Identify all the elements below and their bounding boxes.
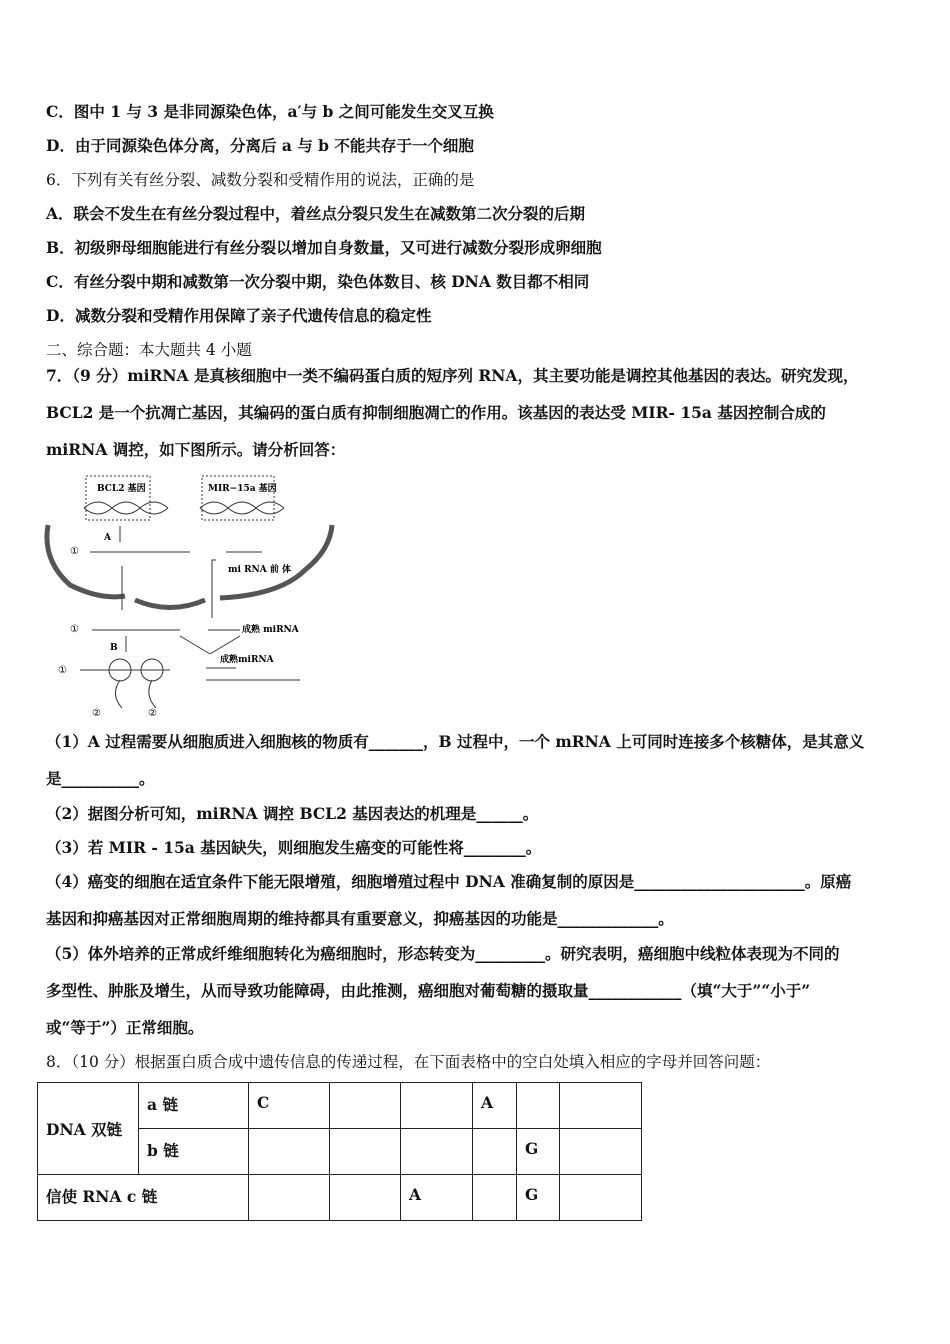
part-4-line2: 基因和抑癌基因对正常细胞周期的维持都具有重要意义，抑癌基因的功能是_____________。 [46, 909, 674, 928]
part-2: （2）据图分析可知，miRNA 调控 BCL2 基因表达的机理是______。 [46, 804, 539, 823]
cell-b-1 [249, 1129, 330, 1175]
bcl2-dna-helix [84, 502, 168, 514]
mirna-precursor-label: mi RNA 前 体 [228, 565, 292, 575]
cell-b-3 [401, 1129, 473, 1175]
section-title: 二、综合题：本大题共 4 小题 [46, 341, 252, 359]
mature-mirna-label-1: 成熟 miRNA [242, 625, 299, 635]
mature-mirna-label-2: 成熟miRNA [220, 655, 274, 665]
svg-text:①: ① [58, 665, 67, 676]
process-b-label: B [110, 643, 118, 653]
part-1-line2: 是__________。 [46, 769, 155, 788]
dna-double-strand-label: DNA 双链 [38, 1083, 139, 1175]
cell-b-5: G [517, 1129, 560, 1175]
nuclear-envelope [47, 525, 125, 597]
cell-a-6 [560, 1083, 642, 1129]
part-1-line1: （1）A 过程需要从细胞质进入细胞核的物质有_______，B 过程中，一个 mRNA 上可同时连接多个核糖体，是其意义 [46, 732, 865, 751]
svg-text:②: ② [148, 708, 157, 719]
cell-c-3: A [401, 1175, 473, 1221]
cell-c-1 [249, 1175, 330, 1221]
cell-a-2 [330, 1083, 401, 1129]
question-7-line2: BCL2 是一个抗凋亡基因，其编码的蛋白质有抑制细胞凋亡的作用。该基因的表达受 MIR- 15a 基因控制合成的 [46, 403, 826, 422]
option-6d: D．减数分裂和受精作用保障了亲子代遗传信息的稳定性 [46, 306, 432, 325]
genetic-code-table [37, 1082, 642, 1221]
cell-c-5: G [517, 1175, 560, 1221]
cell-c-6 [560, 1175, 642, 1221]
circle-2-label: ② [92, 708, 101, 719]
chain-b-label: b 链 [139, 1129, 249, 1175]
cell-a-3 [401, 1083, 473, 1129]
part-4-line1: （4）癌变的细胞在适宜条件下能无限增殖，细胞增殖过程中 DNA 准确复制的原因是______________________。原癌 [46, 872, 852, 891]
cell-b-4 [473, 1129, 517, 1175]
question-7-line1: 7．（9 分）miRNA 是真核细胞中一类不编码蛋白质的短序列 RNA，其主要功能是调控其他基因的表达。研究发现， [46, 366, 859, 385]
option-6c: C．有丝分裂中期和减数第一次分裂中期，染色体数目、核 DNA 数目都不相同 [46, 272, 590, 291]
cell-b-6 [560, 1129, 642, 1175]
process-a-label: A [104, 533, 111, 543]
question-7-line3: miRNA 调控，如下图所示。请分析回答： [46, 440, 346, 459]
circle-1-label: ① [70, 546, 79, 557]
mirna-diagram [40, 470, 340, 720]
option-5c: C．图中 1 与 3 是非同源染色体，a′与 b 之间可能发生交叉互换 [46, 102, 494, 121]
cell-c-2 [330, 1175, 401, 1221]
question-8: 8．（10 分）根据蛋白质合成中遗传信息的传递过程，在下面表格中的空白处填入相应的字母并回答问题： [46, 1053, 771, 1071]
part-5-line2: 多型性、肿胀及增生，从而导致功能障碍，由此推测，癌细胞对葡萄糖的摄取量____________（填“大于”“小于” [46, 981, 811, 1000]
chain-a-label: a 链 [139, 1083, 249, 1129]
part-3: （3）若 MIR - 15a 基因缺失，则细胞发生癌变的可能性将________。 [46, 838, 542, 857]
cell-a-5 [517, 1083, 560, 1129]
mrna-chain-label: 信使 RNA c 链 [38, 1175, 249, 1221]
cell-c-4 [473, 1175, 517, 1221]
mir15a-gene-label: MIR−15a 基因 [208, 484, 277, 494]
mir15a-dna-helix [200, 502, 284, 514]
option-5d: D．由于同源染色体分离，分离后 a 与 b 不能共存于一个细胞 [46, 136, 474, 155]
bcl2-gene-label: BCL2 基因 [97, 484, 146, 494]
option-6a: A．联会不发生在有丝分裂过程中，着丝点分裂只发生在减数第二次分裂的后期 [46, 204, 586, 223]
cell-b-2 [330, 1129, 401, 1175]
svg-text:①: ① [70, 624, 79, 635]
part-5-line3: 或“等于”）正常细胞。 [46, 1018, 204, 1037]
part-5-line1: （5）体外培养的正常成纤维细胞转化为癌细胞时，形态转变为_________。研究表明，癌细胞中线粒体表现为不同的 [46, 944, 840, 963]
cell-a-4: A [473, 1083, 517, 1129]
option-6b: B．初级卵母细胞能进行有丝分裂以增加自身数量，又可进行减数分裂形成卵细胞 [46, 238, 602, 257]
cell-a-1: C [249, 1083, 330, 1129]
question-6: 6．下列有关有丝分裂、减数分裂和受精作用的说法，正确的是 [46, 171, 475, 189]
